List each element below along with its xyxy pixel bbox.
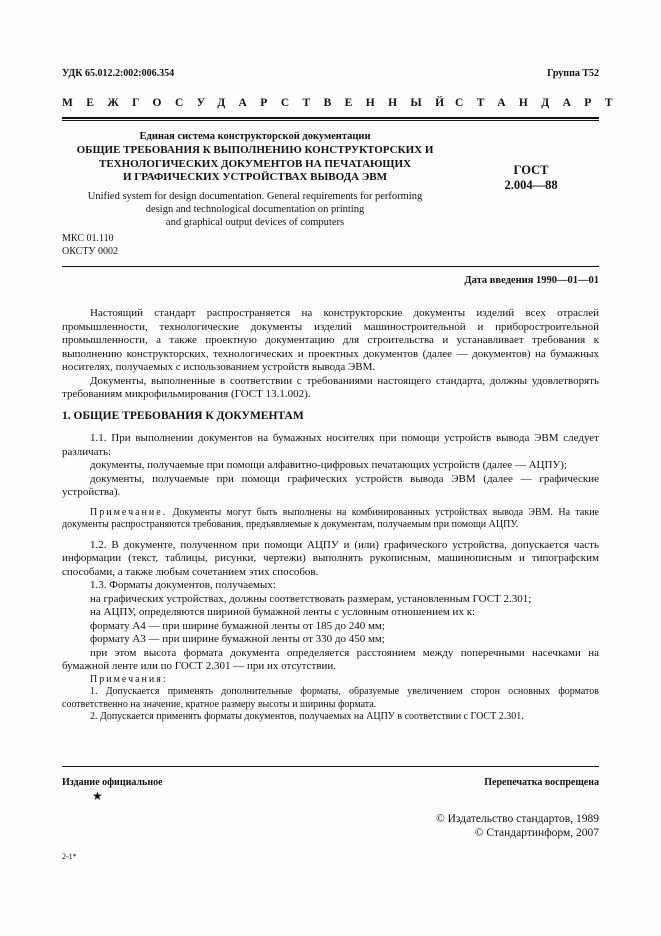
clause-1-3-item-c: формату А4 — при ширине бумажной ленты от 185 до 240 мм; — [90, 619, 385, 632]
clause-1-3-item-d: формату А3 — при ширине бумажной ленты от 330 до 450 мм; — [90, 633, 385, 645]
clause-1-3: 1.3. Форматы документов, получаемых: — [90, 579, 276, 591]
header-rule-thick — [62, 117, 599, 119]
udk-code: УДК 65.012.2:002:006.354 — [62, 68, 175, 79]
clause-1-3-item-b: на АЦПУ, определяются шириной бумажной ленты с условным отношением их к: — [90, 606, 476, 618]
clause-1-3-item-e: при этом высота формата документа определяется расстоянием между поперечными насечками на бумажной ленте или по ГОСТ 2.301 — при их отсутствии. — [62, 646, 599, 672]
note-label: Примечание. — [90, 506, 168, 518]
okstu-code: ОКСТУ 0002 — [62, 245, 119, 257]
clause-1-2: 1.2. В документе, полученном при помощи АЦПУ и (или) графического устройства, допускается часть информации (текст, таблицы, рисунки, чертежи) выполнять рукописным, машинописным и типографским способами, а также любым сочетанием этих способов. — [62, 538, 599, 578]
copyright-block — [436, 812, 599, 840]
header-rule-thin — [62, 120, 599, 121]
note-2-1: 1. Допускается применять дополнительные форматы, образуемые увеличением сторон основных форматов соответственно на значение, кратное размеру высоты и ширины формата. — [62, 686, 599, 710]
gost-label: ГОСТ — [513, 163, 549, 177]
mks-code: МКС 01.110 — [62, 233, 114, 244]
title-line: И ГРАФИЧЕСКИХ УСТРОЙСТВАХ ВЫВОДА ЭВМ — [122, 171, 388, 183]
section-heading: 1. ОБЩИЕ ТРЕБОВАНИЯ К ДОКУМЕНТАМ — [62, 409, 304, 422]
classification-codes — [62, 233, 118, 258]
title-line: ОБЩИЕ ТРЕБОВАНИЯ К ВЫПОЛНЕНИЮ КОНСТРУКТОРСКИХ И — [76, 144, 434, 156]
star-icon: ★ — [92, 789, 103, 803]
introduction-date: Дата введения 1990—01—01 — [464, 275, 599, 286]
title-line: ТЕХНОЛОГИЧЕСКИХ ДОКУМЕНТОВ НА ПЕЧАТАЮЩИХ — [98, 157, 412, 170]
copyright-line: © Издательство стандартов, 1989 — [435, 813, 599, 825]
english-title — [62, 190, 448, 229]
note-2-2: 2. Допускается применять форматы документов, получаемых на АЦПУ в соответствии с ГОСТ 2.301. — [90, 711, 524, 722]
document-body — [62, 307, 599, 724]
gost-designation — [486, 163, 576, 193]
document-title — [62, 144, 448, 185]
paragraph-microfilm: Документы, выполненные в соответствии с требованиями настоящего стандарта, должны удовлетворять требованиям микрофильмирования (ГОСТ 13.1.002). — [62, 374, 599, 400]
copyright-line: © Стандартинформ, 2007 — [474, 827, 599, 839]
page-mark: 2-1* — [62, 852, 77, 861]
paragraph-scope: Настоящий стандарт распространяется на конструкторские документы изделий всех отраслей промышленности, технологические документы изделий машиностроительной и приборостроительной промышленности, а также проектную документацию для строительства и устанавливает требования к выполнению конструкторских, технологических и проектных документов (далее — документов) на бумажных носителях, получаемых с использованием устройств вывода ЭВМ. — [62, 307, 599, 373]
gost-number: 2.004—88 — [504, 178, 558, 192]
standard-word: СТАНДАРТ — [455, 97, 626, 109]
english-title-line: and graphical output devices of computers — [165, 216, 345, 228]
clause-1-1: 1.1. При выполнении документов на бумажных носителях при помощи устройств вывода ЭВМ следует различать: — [62, 432, 599, 458]
note-text: Документы могут быть выполнены на комбинированных устройствах вывода ЭВМ. На такие документы распространяются требования, предъявляемые к документам, получаемым при помощи АЦПУ. — [62, 506, 599, 530]
english-title-line: design and technological documentation on printing — [145, 203, 365, 215]
clause-1-1-item-a: документы, получаемые при помощи алфавитно-цифровых печатающих устройств (далее — АЦПУ); — [90, 459, 567, 471]
classification-rule — [62, 266, 599, 267]
title-block — [62, 130, 448, 229]
official-edition: Издание официальное — [62, 777, 163, 788]
footer-rule — [62, 766, 599, 767]
standard-type-word: МЕЖГОСУДАРСТВЕННЫЙ — [62, 97, 458, 109]
group-code: Группа Т52 — [547, 68, 599, 79]
notes-label: Примечания: — [90, 673, 168, 685]
reprint-forbidden: Перепечатка воспрещена — [484, 777, 599, 788]
system-subtitle: Единая система конструкторской документации — [139, 131, 371, 142]
note-1 — [62, 507, 599, 532]
clause-1-3-item-a: на графических устройствах, должны соответствовать размерам, установленным ГОСТ 2.301; — [90, 592, 532, 605]
english-title-line: Unified system for design documentation. General requirements for performing — [87, 190, 423, 202]
clause-1-1-item-b: документы, получаемые при помощи графических устройств вывода ЭВМ (далее — графические устройства). — [62, 472, 599, 498]
